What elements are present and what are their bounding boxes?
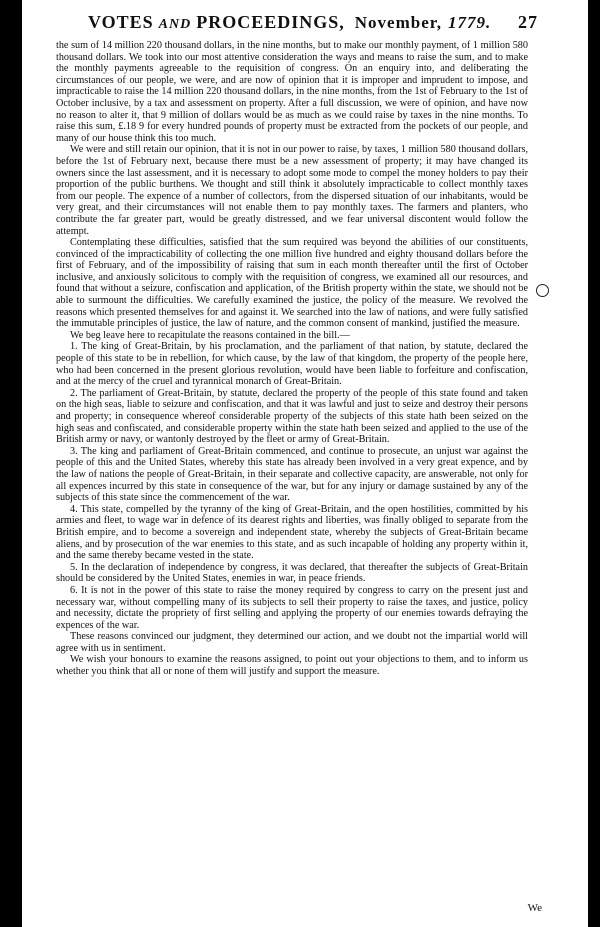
paragraph: 6. It is not in the power of this state to raise the money required by congress to carry on the present just and necessary war, without compelling many of its subjects to sell their property to raise the taxes, and justice, policy and necessity, dictate the propriety of first selling and applying the property of our enemies towards defraying the expences of the war. (56, 584, 528, 631)
paragraph: These reasons convinced our judgment, they determined our action, and we doubt not the impartial world will agree with us in sentiment. (56, 631, 528, 654)
catchword: We (527, 902, 542, 914)
header-month: November, (354, 13, 442, 32)
paragraph: 4. This state, compelled by the tyranny of the king of Great-Britain, and the open hostilities, committed by his armies and fleet, to wage war in defence of its dearest rights and liberties, was finally obliged to separate from the British empire, and to become a sovereign and independent state, whereby the subjects of Great-Britain became aliens, and by prosecution of the war enemies to this state, and as such incapable of holding any property within it, and the same thereby became vested in the state. (56, 503, 528, 562)
paragraph: 2. The parliament of Great-Britain, by statute, declared the property of the people of this state found and taken on the high seas, liable to seizure and confiscation, and that it was lawful and just to seize and destroy their persons and property; in consequence whereof considerable property of the subjects of this state hath been seized on the high seas and confiscated, and considerable property within the state hath been seized and applied to the use of the British army or navy, or wantonly destroyed by the fleet or army of Great-Britain. (56, 387, 528, 446)
binding-hole-mark (536, 284, 549, 297)
paragraph: Contemplating these difficulties, satisfied that the sum required was beyond the abilities of our constituents, convinced of the impracticability of collecting the one million five hundred and eighty thousand dollars before the first of February, and of the impossibility of raising that sum in each month thereafter until the first of October inclusive, and anxiously solicitous to comply with the requisition of congress, we examined all our resources, and found that without a seizure, confiscation and application, of the British property within the state, we should not be able to surmount the difficulties. We carefully examined the justice, the policy of the measure. We revolved the reasons which presented themselves for and against it. We searched into the law of nations, and were fully satisfied the immutable principles of justice, the law of nature, and the common consent of mankind, justified the measure. (56, 237, 528, 330)
paragraph: We beg leave here to recapitulate the reasons contained in the bill.— (70, 329, 350, 341)
paragraph: 3. The king and parliament of Great-Britain commenced, and continue to prosecute, an unjust war against the people of this and the United States, whereby this state has already been involved in a very great expence, and by the law of nations the people of Great-Britain, in their separate and collective capacity, are answerable, not only for all expences incurred by this state in consequence of the war, but for any injury or damage sustained by any of the subjects of this state since the commencement of the war. (56, 445, 528, 504)
header-title-right: PROCEEDINGS, (196, 12, 345, 32)
header-title-conj: AND (158, 17, 192, 32)
header-year: 1779. (447, 13, 492, 32)
paragraph: the sum of 14 million 220 thousand dollars, in the nine months, but to make our monthly payment, of 1 million 580 thousand dollars. We took into our most attentive consideration the ways and means to raise the sum, and to make the monthly payments agreeable to the requisition of congress. On an enquiry into, and deliberating the circumstances of our people, we were, and are now of opinion that it is improper and imprudent to impose, and impracticable to raise the 14 million 220 thousand dollars, in the nine months, from the 1st of February to the 1st of October inclusive, by a tax and assessment on property. After a full discussion, we were of opinion, and have now no reason to alter it, that 9 million of dollars would be as much as we could raise by taxes in the nine months. To raise this sum, £.18 9 for every hundred pounds of property must be extracted from the pockets of our people, and many of our house think this too much. (56, 40, 528, 144)
paragraph: We wish your honours to examine the reasons assigned, to point out your objections to them, and to inform us whether you think that all or none of them will justify and support the measure. (56, 654, 528, 678)
body-text (56, 40, 528, 678)
running-header (88, 12, 538, 40)
scan-border-right (588, 0, 600, 927)
paragraph: We were and still retain our opinion, that it is not in our power to raise, by taxes, 1 million 580 thousand dollars, before the 1st of February next, because there must be a new assessment of property; it may have changed its owners since the last assessment, and it is necessary to adopt some mode to compel the money holders to pay their proportion of the public burthens. We thought and still think it absolutely impracticable to collect monthly taxes from our people. The expence of a number of collectors, from the dispersed situation of our inhabitants, would be very great, and their circumstances will not enable them to pay monthly taxes. The farmers and planters, who contribute the far greater part, would be greatly distressed, and we fear universal discontent would follow the attempt. (56, 144, 528, 237)
header-title (88, 12, 491, 33)
paragraph: 1. The king of Great-Britain, by his proclamation, and the parliament of that nation, by statute, declared the people of this state to be in rebellion, for which cause, by the law of that kingdom, the property of the people here, who had been concerned in the present glorious revolution, would have been liable to forfeiture and confiscation, and at the mercy of the cruel and tyrannical monarch of Great-Britain. (56, 341, 528, 388)
scan-border-left (0, 0, 22, 927)
header-title-left: VOTES (88, 12, 154, 32)
paragraph: 5. In the declaration of independence by congress, it was declared, that thereafter the subjects of Great-Britain should be considered by the United States, enemies in war, in peace friends. (56, 561, 528, 585)
page-number: 27 (518, 12, 538, 32)
